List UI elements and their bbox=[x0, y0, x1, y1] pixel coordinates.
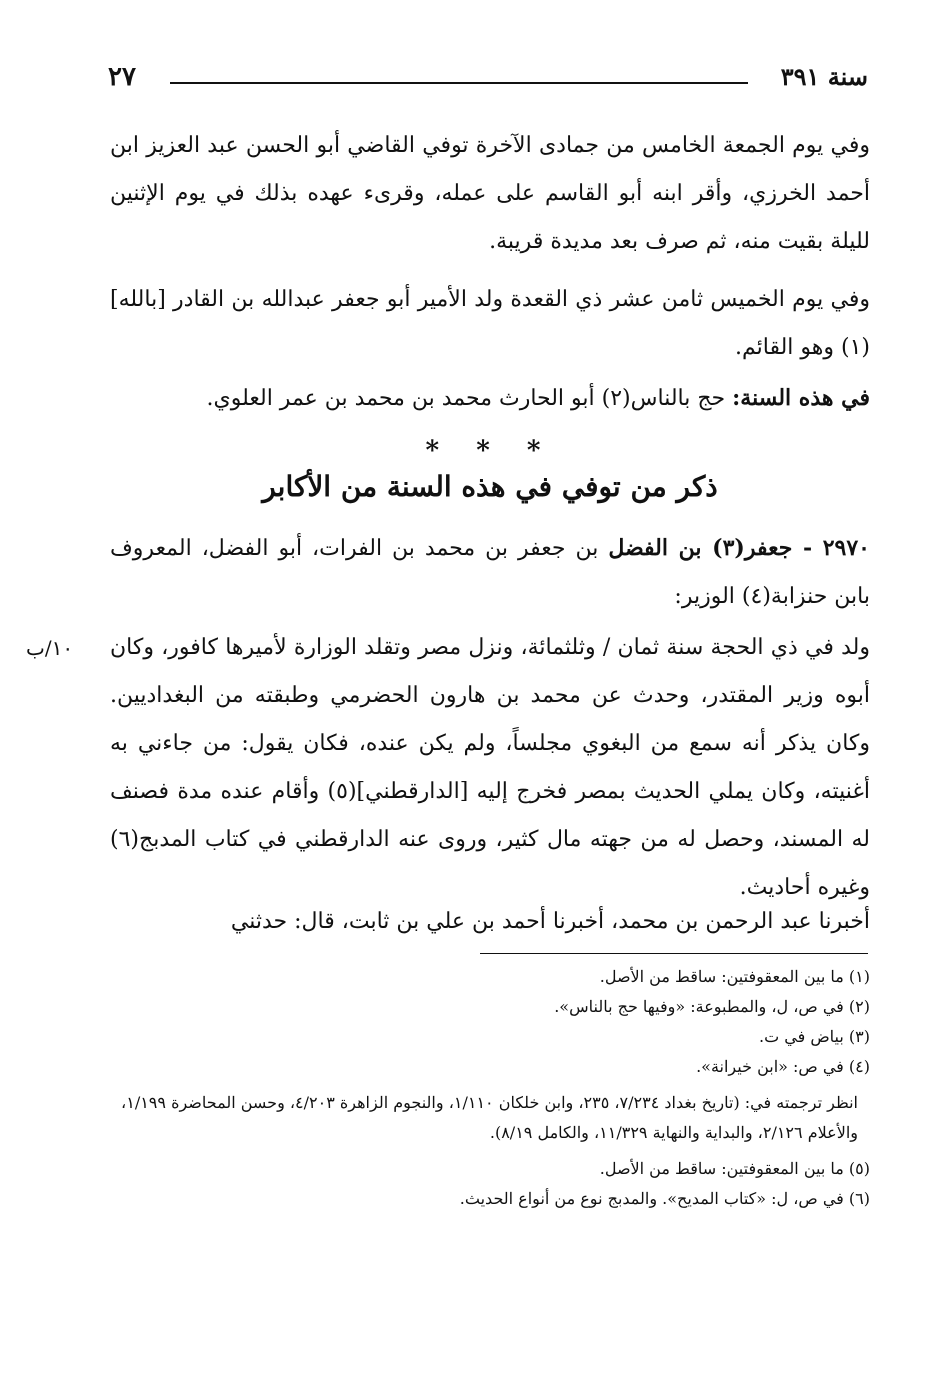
year-events-lead: في هذه السنة: bbox=[732, 385, 870, 411]
paragraph-1: وفي يوم الجمعة الخامس من جمادى الآخرة توفي القاضي أبو الحسن عبد العزيز ابن أحمد الخرزي، وأقر ابنه أبو القاسم على عمله، وقرىء عهده بذلك في يوم الإثنين لليلة بقيت منه، ثم صرف بعد مديدة قريبة. bbox=[110, 133, 870, 254]
entry-number-name: ٢٩٧٠ - جعفر(٣) بن الفضل bbox=[608, 535, 870, 561]
page-number: ٢٧ bbox=[108, 62, 136, 92]
footnote-6: (٦) في ص، ل: «كتاب المديح». والمدبج نوع من أنواع الحديث. bbox=[459, 1189, 870, 1208]
biography-entry-heading bbox=[110, 524, 870, 621]
footnote-3: (٣) بياض في ت. bbox=[759, 1027, 870, 1046]
footnotes bbox=[110, 962, 870, 1214]
section-title: ذكر من توفي في هذه السنة من الأكابر bbox=[262, 470, 718, 503]
footnote-separator bbox=[480, 953, 868, 954]
footnote-1: (١) ما بين المعقوفتين: ساقط من الأصل. bbox=[599, 967, 870, 986]
paragraph-3 bbox=[110, 374, 870, 423]
paragraph-2: وفي يوم الخميس ثامن عشر ذي القعدة ولد الأمير أبو جعفر عبدالله بن القادر [بالله](١) وهو القائم. bbox=[110, 287, 871, 360]
entry-name-rest: بن جعفر بن محمد بن الفرات، أبو الفضل، المعروف بابن حنزابة(٤) الوزير: bbox=[110, 536, 870, 609]
footnote-4: (٤) في ص: «ابن خيرانة». bbox=[696, 1057, 870, 1076]
footnote-4-references: انظر ترجمته في: (تاريخ بغداد ٧/٢٣٤، ٢٣٥، وابن خلكان ١/١١٠، والنجوم الزاهرة ٤/٢٠٣، وحسن المحاضرة ١/١٩٩، والأعلام ٢/١٢٦، والبداية والنهاية ١١/٣٢٩، والكامل ٨/١٩). bbox=[121, 1093, 858, 1142]
running-head-year: سنة ٣٩١ bbox=[780, 62, 868, 91]
section-divider-stars: * * * bbox=[425, 436, 555, 466]
isnad-paragraph: أخبرنا عبد الرحمن بن محمد، أخبرنا أحمد بن علي بن ثابت، قال: حدثني bbox=[230, 909, 870, 934]
year-events-text: حج بالناس(٢) أبو الحارث محمد بن محمد بن عمر العلوي. bbox=[206, 386, 726, 411]
footnote-2: (٢) في ص، ل، والمطبوعة: «وفيها حج بالناس». bbox=[554, 997, 870, 1016]
manuscript-folio-marker: ١٠/ب bbox=[26, 636, 74, 660]
biography-paragraph: ولد في ذي الحجة سنة ثمان / وثلثمائة، ونزل مصر وتقلد الوزارة لأميرها كافور، وكان أبوه وزير المقتدر، وحدث عن محمد بن هارون الحضرمي وطبقته من البغداديين. وكان يذكر أنه سمع من البغوي مجلساً، ولم يكن عنده، فكان يقول: من جاءني به أغنيته، وكان يملي الحديث بمصر فخرج إليه [الدارقطني](٥) وأقام عنده مدة فصنف له المسند، وحصل له من جهته مال كثير، وروى عنه الدارقطني في كتاب المدبج(٦) وغيره أحاديث. bbox=[110, 635, 870, 900]
page-header bbox=[108, 62, 868, 96]
header-rule bbox=[170, 82, 748, 84]
footnote-5: (٥) ما بين المعقوفتين: ساقط من الأصل. bbox=[599, 1159, 870, 1178]
